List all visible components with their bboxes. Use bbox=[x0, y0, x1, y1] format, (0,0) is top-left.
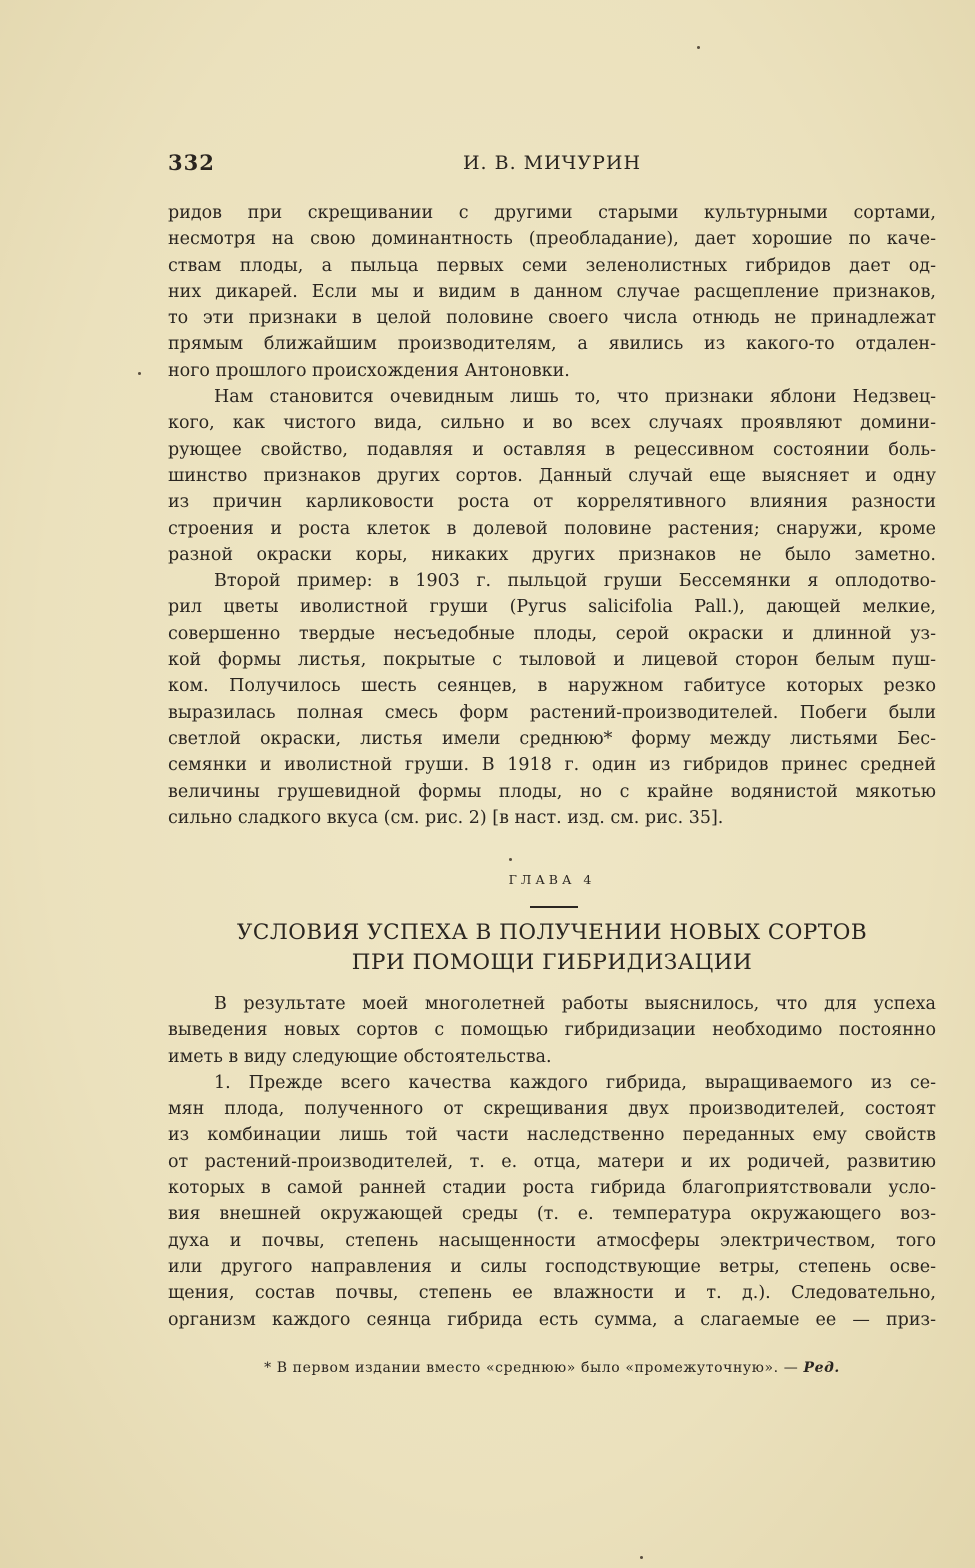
text-line: иметь в виду следующие обстоятельства. bbox=[168, 1046, 552, 1067]
text-line: светлой окраски, листья имели среднюю* форму между листьями Бес- bbox=[168, 728, 936, 749]
text-line: В результате моей многолетней работы выяснилось, что для успеха bbox=[214, 994, 936, 1014]
paper-speck bbox=[697, 46, 700, 49]
text-line: 1. Прежде всего качества каждого гибрида, выращиваемого из се- bbox=[214, 1072, 936, 1093]
text-line: мян плода, полученного от скрещивания двух производителей, состоят bbox=[168, 1099, 936, 1120]
paper-speck bbox=[138, 372, 141, 375]
text-line: которых в самой ранней стадии роста гибрида благоприятствовали усло- bbox=[168, 1178, 936, 1199]
text-line: ридов при скрещивании с другими старыми культурными сортами, bbox=[168, 203, 936, 223]
text-line: духа и почвы, степень насыщенности атмосферы электричеством, того bbox=[168, 1230, 936, 1251]
footnote-editor-mark: Ред. bbox=[803, 1360, 840, 1376]
text-line: из причин карликовости роста от коррелятивного влияния разности bbox=[168, 492, 936, 513]
page-number: 332 bbox=[168, 150, 215, 175]
text-line: выразилась полная смесь форм растений-производителей. Побеги были bbox=[168, 702, 936, 723]
text-line: разной окраски коры, никаких других признаков не было заметно. bbox=[168, 544, 936, 565]
text-line: семянки и иволистной груши. В 1918 г. один из гибридов принес средней bbox=[168, 755, 936, 776]
text-line: Второй пример: в 1903 г. пыльцой груши Бессемянки я оплодотво- bbox=[214, 571, 936, 592]
text-line: от растений-производителей, т. е. отца, матери и их родичей, развитию bbox=[168, 1151, 936, 1172]
text-line: несмотря на свою доминантность (преобладание), дает хорошие по каче- bbox=[168, 229, 936, 250]
text-line: сильно сладкого вкуса (см. рис. 2) [в наст. изд. см. рис. 35]. bbox=[168, 807, 724, 828]
chapter-title-line: ПРИ ПОМОЩИ ГИБРИДИЗАЦИИ bbox=[351, 950, 753, 975]
text-line: них дикарей. Если мы и видим в данном случае расщепление признаков, bbox=[168, 281, 936, 302]
text-line: то эти признаки в целой половине своего числа отнюдь не принадлежат bbox=[168, 308, 936, 329]
text-line: рующее свойство, подавляя и оставляя в рецессивном состоянии боль- bbox=[168, 439, 936, 460]
body-text-block-1 bbox=[168, 200, 936, 831]
paper-speck bbox=[640, 1556, 643, 1559]
chapter-title bbox=[168, 918, 936, 978]
text-line: вия внешней окружающей среды (т. е. температура окружающего воз- bbox=[168, 1204, 936, 1225]
page-header bbox=[168, 150, 936, 180]
text-line: рил цветы иволистной груши (Pyrus salicifolia Pall.), дающей мелкие, bbox=[168, 597, 936, 618]
text-line: ного прошлого происхождения Антоновки. bbox=[168, 360, 570, 381]
text-line: прямым ближайшим производителям, а явились из какого-то отдален- bbox=[168, 334, 936, 355]
chapter-label: ГЛАВА 4 bbox=[508, 872, 596, 887]
text-line: ствам плоды, а пыльца первых семи зеленолистных гибридов дает од- bbox=[168, 255, 936, 276]
text-line: щения, состав почвы, степень ее влажности и т. д.). Следовательно, bbox=[168, 1283, 936, 1304]
text-line: шинство признаков других сортов. Данный случай еще выясняет и одну bbox=[168, 465, 936, 486]
text-line: ком. Получилось шесть сеянцев, в наружном габитусе которых резко bbox=[168, 676, 936, 697]
footnote-text: * В первом издании вместо «среднюю» было «промежуточную». — bbox=[264, 1360, 799, 1376]
text-line: или другого направления и силы господствующие ветры, степень осве- bbox=[168, 1256, 936, 1277]
footnote bbox=[168, 1360, 936, 1376]
text-line: строения и роста клеток в долевой половине растения; снаружи, кроме bbox=[168, 518, 936, 539]
text-line: совершенно твердые несъедобные плоды, серой окраски и длинной уз- bbox=[168, 623, 936, 644]
text-line: кой формы листья, покрытые с тыловой и лицевой сторон белым пуш- bbox=[168, 650, 936, 671]
body-text-block-2 bbox=[168, 991, 936, 1333]
text-line: из комбинации лишь той части наследственно переданных ему свойств bbox=[168, 1125, 936, 1146]
text-line: Нам становится очевидным лишь то, что признаки яблони Недзвец- bbox=[214, 387, 936, 408]
text-line: организм каждого сеянца гибрида есть сумма, а слагаемые ее — приз- bbox=[168, 1309, 936, 1330]
running-title: И. В. МИЧУРИН bbox=[462, 152, 642, 174]
chapter-title-line: УСЛОВИЯ УСПЕХА В ПОЛУЧЕНИИ НОВЫХ СОРТОВ bbox=[236, 920, 868, 945]
chapter-rule bbox=[530, 906, 578, 908]
text-line: кого, как чистого вида, сильно и во всех случаях проявляют домини- bbox=[168, 413, 936, 434]
text-line: выведения новых сортов с помощью гибридизации необходимо постоянно bbox=[168, 1020, 936, 1041]
paper-speck bbox=[509, 858, 512, 861]
text-line: величины грушевидной формы плоды, но с крайне водянистой мякотью bbox=[168, 781, 936, 802]
